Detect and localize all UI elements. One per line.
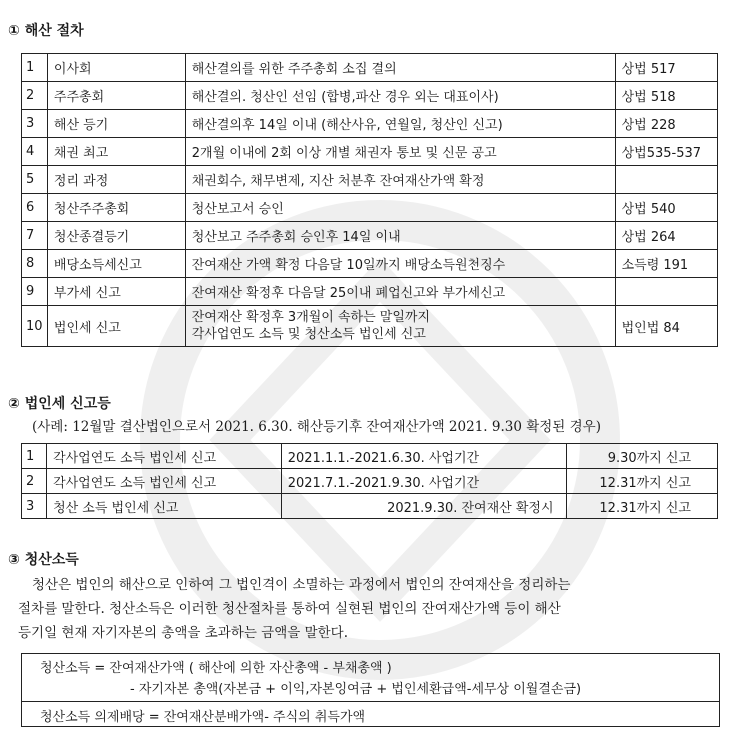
step-description: 해산결의를 위한 주주총회 소집 결의: [185, 54, 615, 82]
step-name: 청산주주총회: [47, 194, 185, 222]
row-number: 1: [22, 54, 48, 82]
row-number: 2: [22, 82, 48, 110]
filing-deadline: 12.31까지 신고: [566, 469, 717, 494]
section1-title: ① 해산 절차: [8, 23, 84, 39]
formula-line-2: - 자기자본 총액(자본금 + 이익,자본잉여금 + 법인세환급액-세무상 이월결손금): [130, 682, 582, 697]
table-row: [22, 469, 718, 494]
step-name: 청산종결등기: [47, 222, 185, 250]
step-name: 부가세 신고: [47, 278, 185, 306]
step-description: 청산보고서 승인: [185, 194, 615, 222]
table-row: [22, 444, 718, 469]
legal-basis: 상법535-537: [615, 138, 717, 166]
step-description: 해산결의. 청산인 선임 (합병,파산 경우 외는 대표이사): [185, 82, 615, 110]
step-description: 채권회수, 채무변제, 지산 처분후 잔여재산가액 확정: [185, 166, 615, 194]
table-row: [22, 194, 718, 222]
step-description: 잔여재산 가액 확정 다음달 10일까지 배당소득원천징수: [185, 250, 615, 278]
description-line: 각사업연도 소득 및 청산소득 법인세 신고: [191, 327, 426, 342]
step-name: 채권 최고: [47, 138, 185, 166]
row-number: 4: [22, 138, 48, 166]
row-number: 1: [22, 444, 47, 469]
paragraph-line: 청산은 법인의 해산으로 인하여 그 법인격이 소멸하는 과정에서 법인의 잔여재산을 정리하는: [32, 577, 571, 593]
row-number: 2: [22, 469, 47, 494]
filing-deadline: 9.30까지 신고: [566, 444, 717, 469]
legal-basis: 상법 264: [615, 222, 717, 250]
section3-title: ③ 청산소득: [8, 552, 79, 568]
legal-basis: [615, 278, 717, 306]
filing-type: 각사업연도 소득 법인세 신고: [47, 469, 282, 494]
row-number: 10: [22, 306, 48, 347]
step-name: 법인세 신고: [47, 306, 185, 347]
liquidation-income-paragraph: [18, 573, 723, 645]
step-name: 이사회: [47, 54, 185, 82]
paragraph-line: 절차를 말한다. 청산소득은 이러한 청산절차를 통하여 실현된 법인의 잔여재산가액 등이 해산: [18, 601, 561, 617]
step-name: 해산 등기: [47, 110, 185, 138]
step-name: 배당소득세신고: [47, 250, 185, 278]
legal-basis: 법인법 84: [615, 306, 717, 347]
legal-basis: 소득령 191: [615, 250, 717, 278]
table-row: [22, 166, 718, 194]
step-description: 청산보고 주주총회 승인후 14일 이내: [185, 222, 615, 250]
step-name: 주주총회: [47, 82, 185, 110]
legal-basis: [615, 166, 717, 194]
formula-divider: [22, 701, 719, 702]
filing-period: 2021.1.1.-2021.6.30. 사업기간: [281, 444, 566, 469]
row-number: 8: [22, 250, 48, 278]
step-description: [185, 306, 615, 347]
table-row: [22, 54, 718, 82]
step-description: 잔여재산 확정후 다음달 25이내 폐업신고와 부가세신고: [185, 278, 615, 306]
formula-line-1: 청산소득 = 잔여재산가액 ( 해산에 의한 자산총액 - 부채총액 ): [40, 661, 392, 676]
filing-type: 각사업연도 소득 법인세 신고: [47, 444, 282, 469]
table-row: [22, 82, 718, 110]
filing-deadline: 12.31까지 신고: [566, 494, 717, 519]
table-row: [22, 250, 718, 278]
formula-line-3: 청산소득 의제배당 = 잔여재산분배가액- 주식의 취득가액: [40, 710, 366, 725]
table-row: [22, 278, 718, 306]
row-number: 3: [22, 110, 48, 138]
table-row: [22, 110, 718, 138]
row-number: 5: [22, 166, 48, 194]
tax-filing-table: [21, 443, 718, 519]
legal-basis: 상법 517: [615, 54, 717, 82]
table-row: [22, 138, 718, 166]
table-row: [22, 494, 718, 519]
table-row: [22, 222, 718, 250]
description-line: 잔여재산 확정후 3개월이 속하는 말일까지: [191, 310, 431, 325]
legal-basis: 상법 518: [615, 82, 717, 110]
legal-basis: 상법 540: [615, 194, 717, 222]
filing-type: 청산 소득 법인세 신고: [47, 494, 282, 519]
step-description: 2개월 이내에 2회 이상 개별 채권자 통보 및 신문 공고: [185, 138, 615, 166]
paragraph-line: 등기일 현재 자기자본의 총액을 초과하는 금액을 말한다.: [18, 625, 348, 641]
row-number: 7: [22, 222, 48, 250]
legal-basis: 상법 228: [615, 110, 717, 138]
formula-box: [21, 653, 720, 727]
row-number: 6: [22, 194, 48, 222]
step-name: 정리 과정: [47, 166, 185, 194]
filing-period: 2021.9.30. 잔여재산 확정시: [281, 494, 566, 519]
table-row: [22, 306, 718, 347]
example-note: (사례: 12월말 결산법인으로서 2021. 6.30. 해산등기후 잔여재산가액 2021. 9.30 확정된 경우): [32, 419, 601, 435]
dissolution-procedure-table: [21, 53, 718, 347]
section2-title: ② 법인세 신고등: [8, 396, 111, 412]
step-description: 해산결의후 14일 이내 (해산사유, 연월일, 청산인 신고): [185, 110, 615, 138]
row-number: 3: [22, 494, 47, 519]
filing-period: 2021.7.1.-2021.9.30. 사업기간: [281, 469, 566, 494]
row-number: 9: [22, 278, 48, 306]
